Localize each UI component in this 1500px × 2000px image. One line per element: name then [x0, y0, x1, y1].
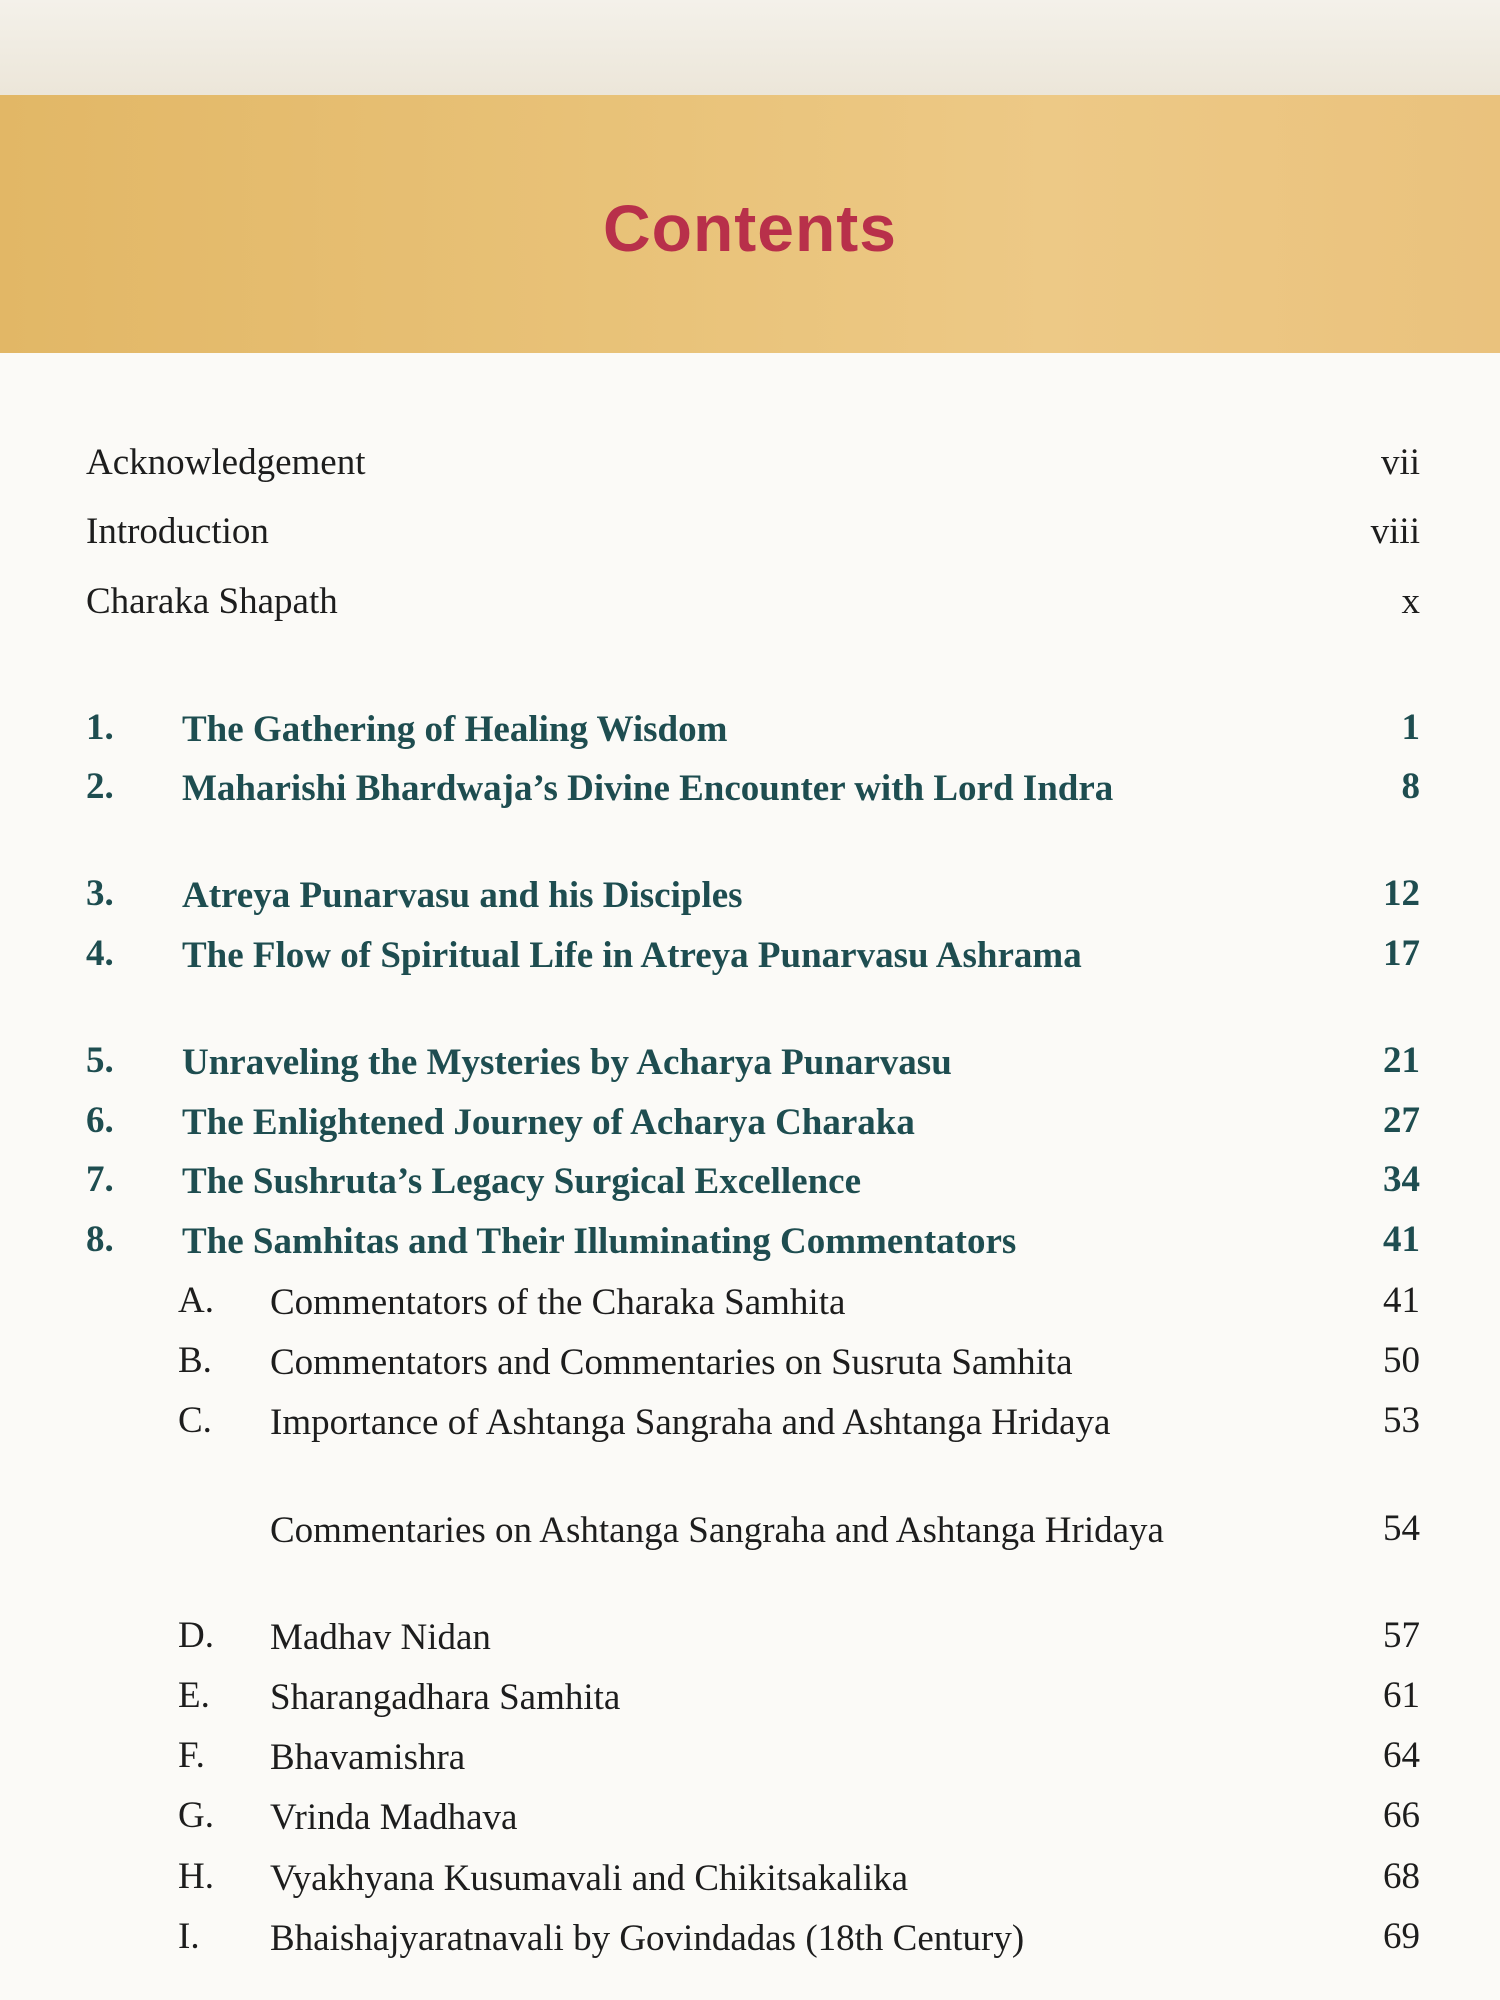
chapter-number: 6.	[86, 1100, 114, 1141]
chapter-number: 4.	[86, 933, 114, 974]
chapter-number: 8.	[86, 1219, 114, 1260]
subsection-letter: I.	[178, 1916, 200, 1957]
toc-page-number: x	[1401, 581, 1420, 622]
chapter-title: The Enlightened Journey of Acharya Charaka	[182, 1102, 915, 1143]
toc-page-number: 68	[1383, 1856, 1420, 1897]
toc-page-number: 41	[1383, 1219, 1420, 1260]
toc-page-number: 69	[1383, 1916, 1420, 1957]
toc-page-number: 61	[1383, 1675, 1420, 1716]
subsection-letter: E.	[178, 1675, 210, 1716]
subsection-title: Madhav Nidan	[270, 1617, 491, 1658]
toc-page-number: 64	[1383, 1735, 1420, 1776]
subsection-letter: A.	[178, 1280, 214, 1321]
chapter-title: The Gathering of Healing Wisdom	[182, 709, 728, 750]
subsection-letter: G.	[178, 1795, 214, 1836]
toc-label: Acknowledgement	[86, 442, 366, 483]
toc-page-number: 12	[1383, 873, 1420, 914]
subsection-letter: D.	[178, 1615, 214, 1656]
subsection-title: Bhavamishra	[270, 1737, 466, 1778]
toc-page-number: viii	[1370, 511, 1420, 552]
toc-page-number: 57	[1383, 1615, 1420, 1656]
chapter-number: 1.	[86, 707, 114, 748]
toc-page-number: 53	[1383, 1400, 1420, 1441]
toc-page-number: 17	[1383, 933, 1420, 974]
page-top-edge	[0, 0, 1500, 95]
subsection-title: Commentaries on Ashtanga Sangraha and Ashtanga Hridaya	[270, 1510, 1164, 1551]
toc-page-number: 50	[1383, 1340, 1420, 1381]
subsection-title: Commentators of the Charaka Samhita	[270, 1282, 846, 1323]
subsection-title: Sharangadhara Samhita	[270, 1677, 621, 1718]
toc-page-number: 8	[1401, 766, 1420, 807]
toc-page-number: 41	[1383, 1280, 1420, 1321]
chapter-number: 3.	[86, 873, 114, 914]
subsection-title: Bhaishajyaratnavali by Govindadas (18th Century)	[270, 1918, 1025, 1959]
subsection-letter: B.	[178, 1340, 212, 1381]
subsection-letter: F.	[178, 1735, 205, 1776]
toc-page-number: vii	[1380, 442, 1420, 483]
subsection-letter: C.	[178, 1400, 212, 1441]
chapter-number: 5.	[86, 1040, 114, 1081]
toc-label: Charaka Shapath	[86, 581, 338, 622]
toc-page-number: 34	[1383, 1159, 1420, 1200]
chapter-title: The Samhitas and Their Illuminating Commentators	[182, 1221, 1017, 1262]
chapter-title: The Flow of Spiritual Life in Atreya Punarvasu Ashrama	[182, 935, 1082, 976]
subsection-title: Vrinda Madhava	[270, 1797, 518, 1838]
toc-page-number: 21	[1383, 1040, 1420, 1081]
chapter-title: The Sushruta’s Legacy Surgical Excellence	[182, 1161, 861, 1202]
toc-label: Introduction	[86, 511, 269, 552]
page-title: Contents	[603, 191, 897, 265]
chapter-title: Maharishi Bhardwaja’s Divine Encounter with Lord Indra	[182, 768, 1114, 809]
subsection-title: Importance of Ashtanga Sangraha and Ashtanga Hridaya	[270, 1402, 1111, 1443]
chapter-title: Unraveling the Mysteries by Acharya Punarvasu	[182, 1042, 952, 1083]
chapter-number: 2.	[86, 766, 114, 807]
chapter-number: 7.	[86, 1159, 114, 1200]
subsection-title: Commentators and Commentaries on Susruta Samhita	[270, 1342, 1073, 1383]
subsection-letter: H.	[178, 1856, 214, 1897]
toc-page-number: 54	[1383, 1508, 1420, 1549]
toc-page-number: 66	[1383, 1795, 1420, 1836]
subsection-title: Vyakhyana Kusumavali and Chikitsakalika	[270, 1858, 909, 1899]
toc-page-number: 1	[1401, 707, 1420, 748]
toc-page-number: 27	[1383, 1100, 1420, 1141]
chapter-title: Atreya Punarvasu and his Disciples	[182, 875, 743, 916]
